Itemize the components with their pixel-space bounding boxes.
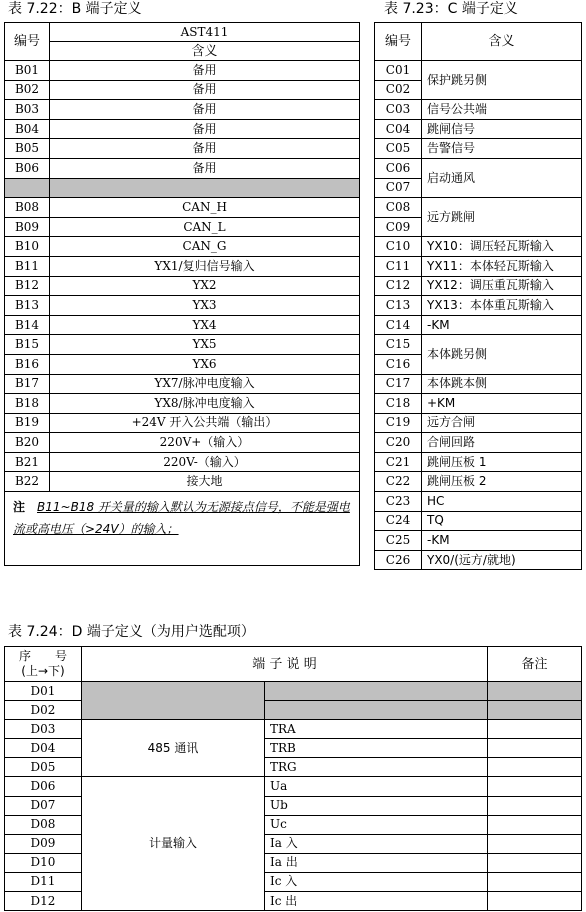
- table-row: [375, 237, 582, 257]
- table-row: [5, 682, 582, 701]
- terminal-number: B15: [5, 335, 50, 355]
- terminal-signal: TRB: [265, 739, 488, 758]
- terminal-signal: [265, 701, 488, 720]
- terminal-signal: Ic 出: [265, 892, 488, 911]
- terminal-number: C18: [375, 394, 422, 414]
- table-d-head-desc: 端 子 说 明: [82, 647, 488, 682]
- table-row: [5, 80, 360, 100]
- terminal-number: B08: [5, 198, 50, 218]
- terminal-number: B02: [5, 80, 50, 100]
- terminal-meaning: [50, 178, 360, 198]
- terminal-number: D10: [5, 853, 82, 872]
- table-row: [5, 296, 360, 316]
- terminal-number: B20: [5, 433, 50, 453]
- table-row: [375, 198, 582, 218]
- table-row: [5, 374, 360, 394]
- table-row: [375, 315, 582, 335]
- terminal-meaning: YX12：调压重瓦斯输入: [422, 276, 582, 296]
- terminal-signal: Ia 入: [265, 834, 488, 853]
- table-row: [375, 374, 582, 394]
- terminal-meaning: 备用: [50, 119, 360, 139]
- table-row: [375, 550, 582, 570]
- terminal-remark: [488, 872, 582, 891]
- table-b: [4, 22, 360, 566]
- terminal-meaning: -KM: [422, 315, 582, 335]
- terminal-signal: Ia 出: [265, 853, 488, 872]
- terminal-meaning: 远方跳闸: [422, 198, 582, 237]
- table-d-head-seq-line2: (上→下): [21, 664, 65, 678]
- table-d-head-seq: [5, 647, 82, 682]
- table-d-head-seq-line1: 序 号: [18, 649, 67, 663]
- terminal-number: C02: [375, 80, 422, 100]
- table-b-caption: 表 7.22：B 端子定义: [8, 1, 142, 17]
- terminal-number: D02: [5, 701, 82, 720]
- terminal-meaning: 本体跳本侧: [422, 374, 582, 394]
- table-b-note: [5, 492, 360, 566]
- terminal-meaning: CAN_H: [50, 198, 360, 218]
- table-row: [5, 354, 360, 374]
- table-row: [5, 472, 360, 492]
- terminal-meaning: 备用: [50, 61, 360, 81]
- terminal-number: [5, 178, 50, 198]
- terminal-number: C25: [375, 531, 422, 551]
- terminal-number: B22: [5, 472, 50, 492]
- table-row: [5, 100, 360, 120]
- table-row: [5, 452, 360, 472]
- terminal-meaning: YX10：调压轻瓦斯输入: [422, 237, 582, 257]
- table-row: [5, 119, 360, 139]
- terminal-remark: [488, 720, 582, 739]
- terminal-number: C19: [375, 413, 422, 433]
- terminal-number: D11: [5, 872, 82, 891]
- terminal-meaning: 接大地: [50, 472, 360, 492]
- terminal-number: C15: [375, 335, 422, 355]
- terminal-number: C24: [375, 511, 422, 531]
- terminal-meaning: HC: [422, 492, 582, 512]
- table-c-head-meaning: 含义: [422, 23, 582, 61]
- terminal-meaning: CAN_G: [50, 237, 360, 257]
- terminal-meaning: CAN_L: [50, 217, 360, 237]
- terminal-meaning: YX8/脉冲电度输入: [50, 394, 360, 414]
- terminal-signal: Uc: [265, 815, 488, 834]
- table-row: [5, 433, 360, 453]
- table-row: [5, 413, 360, 433]
- table-row: [375, 119, 582, 139]
- table-row: [5, 61, 360, 81]
- table-row: [375, 413, 582, 433]
- terminal-number: B04: [5, 119, 50, 139]
- table-row: [5, 315, 360, 335]
- terminal-remark: [488, 834, 582, 853]
- terminal-meaning: 跳闸压板 2: [422, 472, 582, 492]
- terminal-meaning: 备用: [50, 80, 360, 100]
- terminal-signal: [265, 682, 488, 701]
- terminal-number: D01: [5, 682, 82, 701]
- table-row: [5, 139, 360, 159]
- terminal-number: B19: [5, 413, 50, 433]
- terminal-meaning: 远方合闸: [422, 413, 582, 433]
- terminal-number: D03: [5, 720, 82, 739]
- table-row: [375, 100, 582, 120]
- terminal-number: C07: [375, 178, 422, 198]
- table-row: [375, 511, 582, 531]
- terminal-remark: [488, 682, 582, 701]
- table-row: [375, 394, 582, 414]
- table-row: [375, 452, 582, 472]
- terminal-meaning: YX6: [50, 354, 360, 374]
- table-row: [5, 198, 360, 218]
- table-row: [5, 256, 360, 276]
- terminal-meaning: 告警信号: [422, 139, 582, 159]
- terminal-number: C08: [375, 198, 422, 218]
- terminal-number: C21: [375, 452, 422, 472]
- terminal-meaning: 备用: [50, 139, 360, 159]
- terminal-number: D05: [5, 758, 82, 777]
- terminal-meaning: 保护跳另侧: [422, 61, 582, 100]
- terminal-number: C03: [375, 100, 422, 120]
- terminal-number: B14: [5, 315, 50, 335]
- terminal-remark: [488, 892, 582, 911]
- terminal-meaning: YX13：本体重瓦斯输入: [422, 296, 582, 316]
- terminal-remark: [488, 815, 582, 834]
- terminal-number: C20: [375, 433, 422, 453]
- terminal-number: C12: [375, 276, 422, 296]
- table-d-caption: 表 7.24：D 端子定义（为用户选配项）: [8, 624, 255, 640]
- table-row: [375, 256, 582, 276]
- terminal-number: D06: [5, 777, 82, 796]
- terminal-meaning: TQ: [422, 511, 582, 531]
- terminal-meaning: +KM: [422, 394, 582, 414]
- table-d: [4, 646, 582, 911]
- terminal-number: B10: [5, 237, 50, 257]
- terminal-meaning: YX4: [50, 315, 360, 335]
- terminal-meaning: YX3: [50, 296, 360, 316]
- terminal-meaning: YX5: [50, 335, 360, 355]
- table-row: [375, 139, 582, 159]
- table-row: [375, 492, 582, 512]
- terminal-number: C26: [375, 550, 422, 570]
- terminal-meaning: YX11：本体轻瓦斯输入: [422, 256, 582, 276]
- terminal-number: B17: [5, 374, 50, 394]
- terminal-number: D07: [5, 796, 82, 815]
- terminal-meaning: 备用: [50, 158, 360, 178]
- table-row: [5, 335, 360, 355]
- note-text: B11~B18 开关量的输入默认为无源接点信号，不能是强电流或高电压（>24V）的输入；: [13, 500, 350, 537]
- table-row: [375, 158, 582, 178]
- table-c: [374, 22, 582, 570]
- terminal-number: B05: [5, 139, 50, 159]
- terminal-number: C23: [375, 492, 422, 512]
- terminal-signal: TRA: [265, 720, 488, 739]
- terminal-meaning: +24V 开入公共端（输出）: [50, 413, 360, 433]
- terminal-remark: [488, 701, 582, 720]
- table-row: [5, 158, 360, 178]
- table-row: [375, 276, 582, 296]
- terminal-number: C01: [375, 61, 422, 81]
- terminal-remark: [488, 796, 582, 815]
- terminal-meaning: 信号公共端: [422, 100, 582, 120]
- terminal-number: D09: [5, 834, 82, 853]
- table-row: [375, 433, 582, 453]
- table-row: [5, 276, 360, 296]
- terminal-meaning: 本体跳另侧: [422, 335, 582, 374]
- terminal-number: C17: [375, 374, 422, 394]
- table-d-head-remark: 备注: [488, 647, 582, 682]
- terminal-number: C04: [375, 119, 422, 139]
- table-row: [375, 472, 582, 492]
- table-b-note-row: [5, 492, 360, 566]
- terminal-number: C05: [375, 139, 422, 159]
- table-row: [375, 335, 582, 355]
- terminal-signal: Ub: [265, 796, 488, 815]
- terminal-number: C09: [375, 217, 422, 237]
- terminal-number: B13: [5, 296, 50, 316]
- terminal-number: B01: [5, 61, 50, 81]
- terminal-meaning: 跳闸压板 1: [422, 452, 582, 472]
- table-row: [5, 217, 360, 237]
- terminal-meaning: 备用: [50, 100, 360, 120]
- table-row: [5, 720, 582, 739]
- terminal-number: C13: [375, 296, 422, 316]
- terminal-number: C11: [375, 256, 422, 276]
- terminal-number: B21: [5, 452, 50, 472]
- terminal-remark: [488, 777, 582, 796]
- note-label: 注: [13, 500, 26, 515]
- terminal-meaning: YX7/脉冲电度输入: [50, 374, 360, 394]
- terminal-number: B03: [5, 100, 50, 120]
- terminal-number: C10: [375, 237, 422, 257]
- terminal-number: C06: [375, 158, 422, 178]
- table-b-head-meaning: 含义: [50, 42, 360, 61]
- terminal-meaning: -KM: [422, 531, 582, 551]
- terminal-remark: [488, 853, 582, 872]
- table-row: [375, 296, 582, 316]
- terminal-meaning: 220V-（输入）: [50, 452, 360, 472]
- terminal-meaning: 220V+（输入）: [50, 433, 360, 453]
- terminal-number: D04: [5, 739, 82, 758]
- terminal-signal: TRG: [265, 758, 488, 777]
- terminal-number: C14: [375, 315, 422, 335]
- terminal-meaning: 合闸回路: [422, 433, 582, 453]
- terminal-meaning: YX2: [50, 276, 360, 296]
- table-row: [5, 777, 582, 796]
- table-c-caption: 表 7.23：C 端子定义: [384, 1, 518, 17]
- terminal-number: C22: [375, 472, 422, 492]
- terminal-group: 485 通讯: [82, 720, 265, 777]
- terminal-meaning: YX1/复归信号输入: [50, 256, 360, 276]
- terminal-signal: Ic 入: [265, 872, 488, 891]
- table-row: [5, 178, 360, 198]
- table-b-head-model: AST411: [50, 23, 360, 42]
- table-row: [5, 237, 360, 257]
- terminal-remark: [488, 758, 582, 777]
- table-row: [5, 394, 360, 414]
- terminal-number: C16: [375, 354, 422, 374]
- terminal-number: B09: [5, 217, 50, 237]
- terminal-meaning: 启动通风: [422, 158, 582, 197]
- terminal-number: B06: [5, 158, 50, 178]
- table-c-head-no: 编号: [375, 23, 422, 61]
- terminal-number: B18: [5, 394, 50, 414]
- terminal-number: B11: [5, 256, 50, 276]
- terminal-number: B12: [5, 276, 50, 296]
- terminal-remark: [488, 739, 582, 758]
- table-b-head-no: 编号: [5, 23, 50, 61]
- terminal-number: D08: [5, 815, 82, 834]
- terminal-signal: Ua: [265, 777, 488, 796]
- terminal-meaning: YX0/(远方/就地): [422, 550, 582, 570]
- terminal-group: 计量输入: [82, 777, 265, 911]
- terminal-group: [82, 682, 265, 720]
- terminal-meaning: 跳闸信号: [422, 119, 582, 139]
- table-row: [375, 61, 582, 81]
- table-row: [375, 531, 582, 551]
- terminal-number: D12: [5, 892, 82, 911]
- terminal-number: B16: [5, 354, 50, 374]
